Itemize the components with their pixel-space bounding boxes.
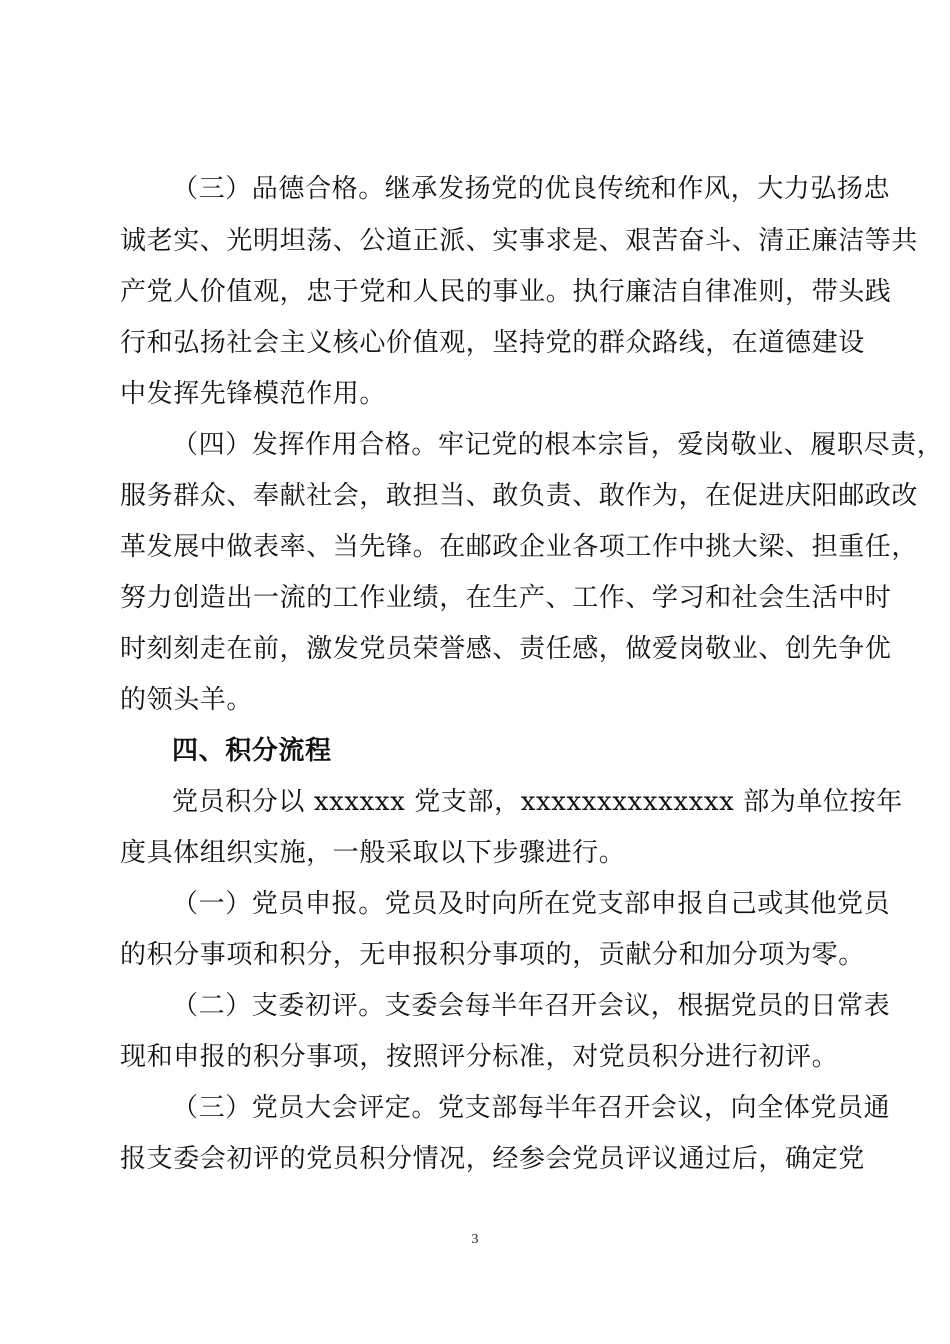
paragraph-line: 党员积分以 xxxxxx 党支部，xxxxxxxxxxxxxx 部为单位按年 bbox=[172, 787, 903, 817]
paragraph-line: （二）支委初评。支委会每半年召开会议，根据党员的日常表 bbox=[172, 991, 891, 1021]
paragraph-line: 行和弘扬社会主义核心价值观，坚持党的群众路线，在道德建设 bbox=[120, 328, 865, 358]
paragraph-line: 努力创造出一流的工作业绩，在生产、工作、学习和社会生活中时 bbox=[120, 583, 892, 613]
page-number: 3 bbox=[471, 1232, 479, 1247]
paragraph-line: 现和申报的积分事项，按照评分标准，对党员积分进行初评。 bbox=[120, 1042, 839, 1072]
paragraph-line: 革发展中做表率、当先锋。在邮政企业各项工作中挑大梁、担重任， bbox=[120, 532, 919, 562]
paragraph-line: 诚老实、光明坦荡、公道正派、实事求是、艰苦奋斗、清正廉洁等共 bbox=[120, 226, 919, 256]
paragraph-line: （一）党员申报。党员及时向所在党支部申报自己或其他党员 bbox=[172, 889, 891, 919]
paragraph-line: 度具体组织实施，一般采取以下步骤进行。 bbox=[120, 838, 626, 868]
paragraph-line: 时刻刻走在前，激发党员荣誉感、责任感，做爱岗敬业、创先争优 bbox=[120, 634, 892, 664]
paragraph-line: 的积分事项和积分，无申报积分事项的，贡献分和加分项为零。 bbox=[120, 940, 865, 970]
paragraph-line: 的领头羊。 bbox=[120, 685, 254, 715]
paragraph-line: 服务群众、奉献社会，敢担当、敢负责、敢作为，在促进庆阳邮政改 bbox=[120, 481, 919, 511]
paragraph-line: 中发挥先锋模范作用。 bbox=[120, 379, 387, 409]
paragraph-line: 产党人价值观，忠于党和人民的事业。执行廉洁自律准则，带头践 bbox=[120, 277, 892, 307]
paragraph-line: 报支委会初评的党员积分情况，经参会党员评议通过后，确定党 bbox=[120, 1144, 865, 1174]
paragraph-line: （三）党员大会评定。党支部每半年召开会议，向全体党员通 bbox=[172, 1093, 891, 1123]
paragraph-line: （四）发挥作用合格。牢记党的根本宗旨，爱岗敬业、履职尽责， bbox=[172, 430, 944, 460]
section-heading: 四、积分流程 bbox=[172, 736, 332, 766]
paragraph-line: （三）品德合格。继承发扬党的优良传统和作风，大力弘扬忠 bbox=[172, 174, 891, 204]
